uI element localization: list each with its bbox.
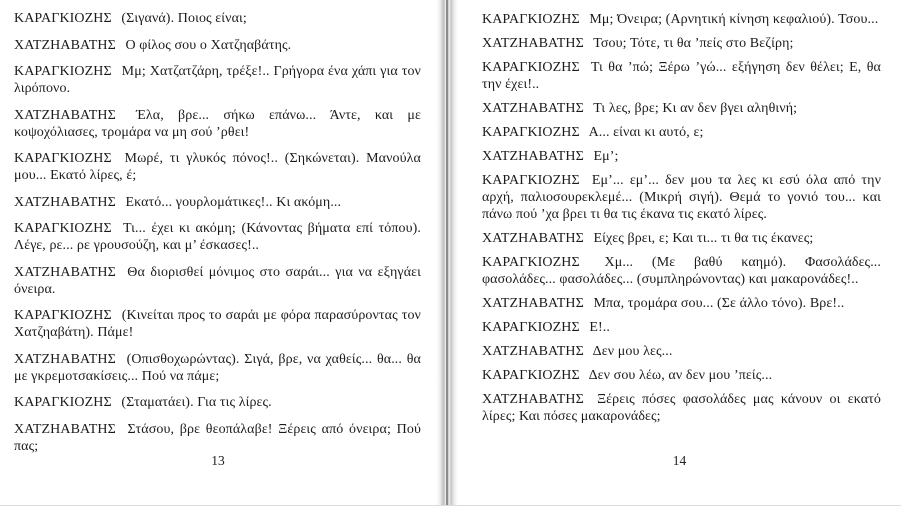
dialogue-text: (Οπισθοχωρώντας). Σιγά, βρε, να χαθείς... θα... θα με γκρεμοτσακίσεις... Πού να πάμε;	[14, 351, 421, 384]
speaker-name: ΚΑΡΑΓΚΙΟΖΗΣ	[482, 255, 580, 270]
dialogue-paragraph	[14, 63, 421, 97]
dialogue-text: Είχες βρει, ε; Και τι... τι θα τις έκανες;	[593, 231, 814, 246]
dialogue-paragraph	[482, 148, 881, 165]
dialogue-paragraph	[482, 295, 881, 312]
dialogue-text: Εμ’... εμ’... δεν μου τα λες κι εσύ όλα από την αρχή, παλιοσουρεκλεμέ... (Μικρή σιγή). Θεμά το γονιό του... και πάνω πού ’χα βρει τι θα τις έκανα τις εκατό λίρες.	[482, 173, 881, 222]
dialogue-paragraph	[482, 172, 881, 223]
dialogue-text: Έλα, βρε... σήκω επάνω... Άντε, και με κοψοχόλιασες, τρομάρα να μη σού ’ρθει!	[14, 107, 421, 140]
dialogue-paragraph	[14, 37, 421, 54]
speaker-name: ΧΑΤΖΗΑΒΑΤΗΣ	[482, 392, 584, 407]
dialogue-text: Χμ... (Με βαθύ καημό). Φασολάδες... φασολάδες... φασολάδες... (συμπληρώνοντας) και μακαρονάδες!..	[482, 255, 881, 287]
dialogue-paragraph	[482, 319, 881, 336]
dialogue-text: Τι λες, βρε; Κι αν δεν βγει αληθινή;	[593, 101, 798, 116]
dialogue-text: Τι... έχει κι ακόμη; (Κάνοντας βήματα επί τόπου). Λέγε, ρε... ρε γρουσούζη, και μ’ έσκασες!..	[14, 221, 421, 253]
dialogue-text: (Σιγανά). Ποιος είναι;	[121, 11, 247, 26]
speaker-name: ΧΑΤΖΗΑΒΑΤΗΣ	[482, 36, 584, 51]
dialogue-paragraph	[14, 307, 421, 341]
speaker-name: ΚΑΡΑΓΚΙΟΖΗΣ	[482, 368, 580, 383]
speaker-name: ΚΑΡΑΓΚΙΟΖΗΣ	[14, 64, 112, 79]
dialogue-text: Μπα, τρομάρα σου... (Σε άλλο τόνο). Βρε!..	[593, 296, 845, 311]
dialogue-paragraph	[482, 59, 881, 93]
dialogue-text: Εμ’;	[593, 149, 619, 164]
dialogue-text: (Σταματάει). Για τις λίρες.	[121, 395, 272, 410]
dialogue-text: Ξέρεις πόσες φασολάδες μας κάνουν οι εκατό λίρες; Και πόσες μακαρονάδες;	[482, 392, 881, 424]
speaker-name: ΧΑΤΖΗΑΒΑΤΗΣ	[14, 351, 116, 367]
page-14-text	[482, 11, 881, 425]
speaker-name: ΧΑΤΖΗΑΒΑΤΗΣ	[14, 421, 116, 437]
dialogue-text: Μμ; Χατζατζάρη, τρέξε!.. Γρήγορα ένα χάπι για τον λιρόπονο.	[14, 64, 421, 96]
dialogue-paragraph	[482, 254, 881, 288]
speaker-name: ΧΑΤΖΗΑΒΑΤΗΣ	[14, 107, 116, 123]
dialogue-text: Εκατό... γουρλομάτικες!.. Κι ακόμη...	[125, 194, 342, 210]
speaker-name: ΚΑΡΑΓΚΙΟΖΗΣ	[482, 320, 580, 335]
speaker-name: ΧΑΤΖΗΑΒΑΤΗΣ	[482, 149, 584, 164]
dialogue-text: Α... είναι κι αυτό, ε;	[588, 125, 704, 140]
page-13-text	[14, 10, 421, 455]
dialogue-paragraph	[14, 351, 421, 385]
dialogue-paragraph	[14, 394, 421, 411]
dialogue-text: Ο φίλος σου ο Χατζηαβάτης.	[125, 37, 292, 53]
dialogue-text: Τι θα ’πώ; Ξέρω ’γώ... εξήγηση δεν θέλει; Ε, θα την έχει!..	[482, 60, 881, 92]
dialogue-paragraph	[482, 343, 881, 360]
dialogue-text: Θα διορισθεί μόνιμος στο σαράι... για να εξηγάει όνειρα.	[14, 264, 421, 297]
dialogue-paragraph	[482, 124, 881, 141]
speaker-name: ΚΑΡΑΓΚΙΟΖΗΣ	[482, 173, 580, 188]
dialogue-text: Δεν μου λες...	[592, 344, 673, 359]
dialogue-text: Ε!..	[589, 320, 610, 335]
speaker-name: ΧΑΤΖΗΑΒΑΤΗΣ	[482, 296, 584, 311]
dialogue-text: (Κινείται προς το σαράι με φόρα παρασύροντας τον Χατζηαβάτη). Πάμε!	[14, 308, 421, 340]
speaker-name: ΚΑΡΑΓΚΙΟΖΗΣ	[482, 12, 580, 27]
page-14-number: 14	[672, 453, 687, 468]
dialogue-paragraph	[14, 107, 421, 141]
dialogue-paragraph	[14, 194, 421, 211]
dialogue-paragraph	[482, 367, 881, 384]
page-14	[458, 0, 901, 506]
speaker-name: ΧΑΤΖΗΑΒΑΤΗΣ	[482, 101, 584, 116]
speaker-name: ΧΑΤΖΗΑΒΑΤΗΣ	[14, 264, 116, 280]
speaker-name: ΚΑΡΑΓΚΙΟΖΗΣ	[482, 125, 580, 140]
dialogue-paragraph	[14, 10, 421, 27]
dialogue-paragraph	[14, 264, 421, 298]
page-13-number: 13	[211, 453, 225, 468]
page-13	[0, 0, 436, 506]
dialogue-paragraph	[482, 11, 881, 28]
speaker-name: ΚΑΡΑΓΚΙΟΖΗΣ	[14, 395, 112, 410]
book-gutter	[436, 0, 458, 506]
speaker-name: ΚΑΡΑΓΚΙΟΖΗΣ	[14, 221, 112, 236]
dialogue-paragraph	[14, 220, 421, 254]
dialogue-text: Μωρέ, τι γλυκός πόνος!.. (Σηκώνεται). Μανούλα μου... Εκατό λίρες, έ;	[14, 151, 421, 183]
speaker-name: ΧΑΤΖΗΑΒΑΤΗΣ	[14, 37, 116, 53]
speaker-name: ΚΑΡΑΓΚΙΟΖΗΣ	[14, 11, 112, 26]
speaker-name: ΧΑΤΖΗΑΒΑΤΗΣ	[482, 344, 584, 359]
speaker-name: ΧΑΤΖΗΑΒΑΤΗΣ	[482, 231, 584, 246]
speaker-name: ΚΑΡΑΓΚΙΟΖΗΣ	[14, 308, 112, 323]
dialogue-text: Τσου; Τότε, τι θα ’πείς στο Βεζίρη;	[593, 36, 794, 51]
dialogue-paragraph	[482, 35, 881, 52]
dialogue-paragraph	[14, 421, 421, 455]
dialogue-text: Στάσου, βρε θεοπάλαβε! Ξέρεις από όνειρα; Πού πας;	[14, 421, 421, 454]
dialogue-paragraph	[482, 391, 881, 425]
dialogue-paragraph	[14, 150, 421, 184]
speaker-name: ΚΑΡΑΓΚΙΟΖΗΣ	[14, 151, 112, 166]
dialogue-text: Δεν σου λέω, αν δεν μου ’πείς...	[588, 368, 773, 383]
dialogue-paragraph	[482, 230, 881, 247]
dialogue-text: Μμ; Όνειρα; (Αρνητική κίνηση κεφαλιού). Τσου...	[589, 12, 879, 27]
speaker-name: ΚΑΡΑΓΚΙΟΖΗΣ	[482, 60, 580, 75]
dialogue-paragraph	[482, 100, 881, 117]
speaker-name: ΧΑΤΖΗΑΒΑΤΗΣ	[14, 194, 116, 210]
